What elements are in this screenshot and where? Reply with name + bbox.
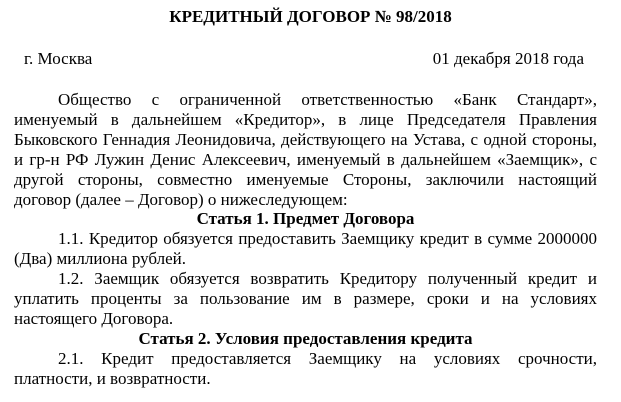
clause-1-1 <box>14 229 597 269</box>
clause-1-2 <box>14 269 597 329</box>
contract-date: 01 декабря 2018 года <box>432 49 584 68</box>
clause-text: 2.1. Кредит предоставляется Заемщику на условиях срочности, платности, и возвратности. <box>14 349 597 388</box>
clause-2-1 <box>14 349 597 389</box>
preamble-text: Общество с ограниченной ответственностью «Банк Стандарт», именуемый в дальнейшем «Кредитор», в лице Председателя Правления Быковского Геннадия Леонидовича, действующего на Устава, с одной стороны, и гр-н РФ Лужин Денис Алексеевич, именуемый в дальнейшем «Заемщик», с другой стороны, совместно именуемые Стороны, заключили настоящий договор (далее – Договор) о нижеследующем: <box>14 90 597 209</box>
contract-place: г. Москва <box>24 49 93 68</box>
clause-text: 1.2. Заемщик обязуется возвратить Кредитору полученный кредит и уплатить проценты за пользование им в размере, сроки и на условиях настоящего Договора. <box>14 269 597 328</box>
section-heading-2: Статья 2. Условия предоставления кредита <box>138 329 473 348</box>
preamble-paragraph <box>14 90 597 210</box>
document-title: КРЕДИТНЫЙ ДОГОВОР № 98/2018 <box>169 7 452 26</box>
clause-text: 1.1. Кредитор обязуется предоставить Заемщику кредит в сумме 2000000 (Два) миллиона рублей. <box>14 229 597 268</box>
section-heading-1: Статья 1. Предмет Договора <box>196 209 415 228</box>
